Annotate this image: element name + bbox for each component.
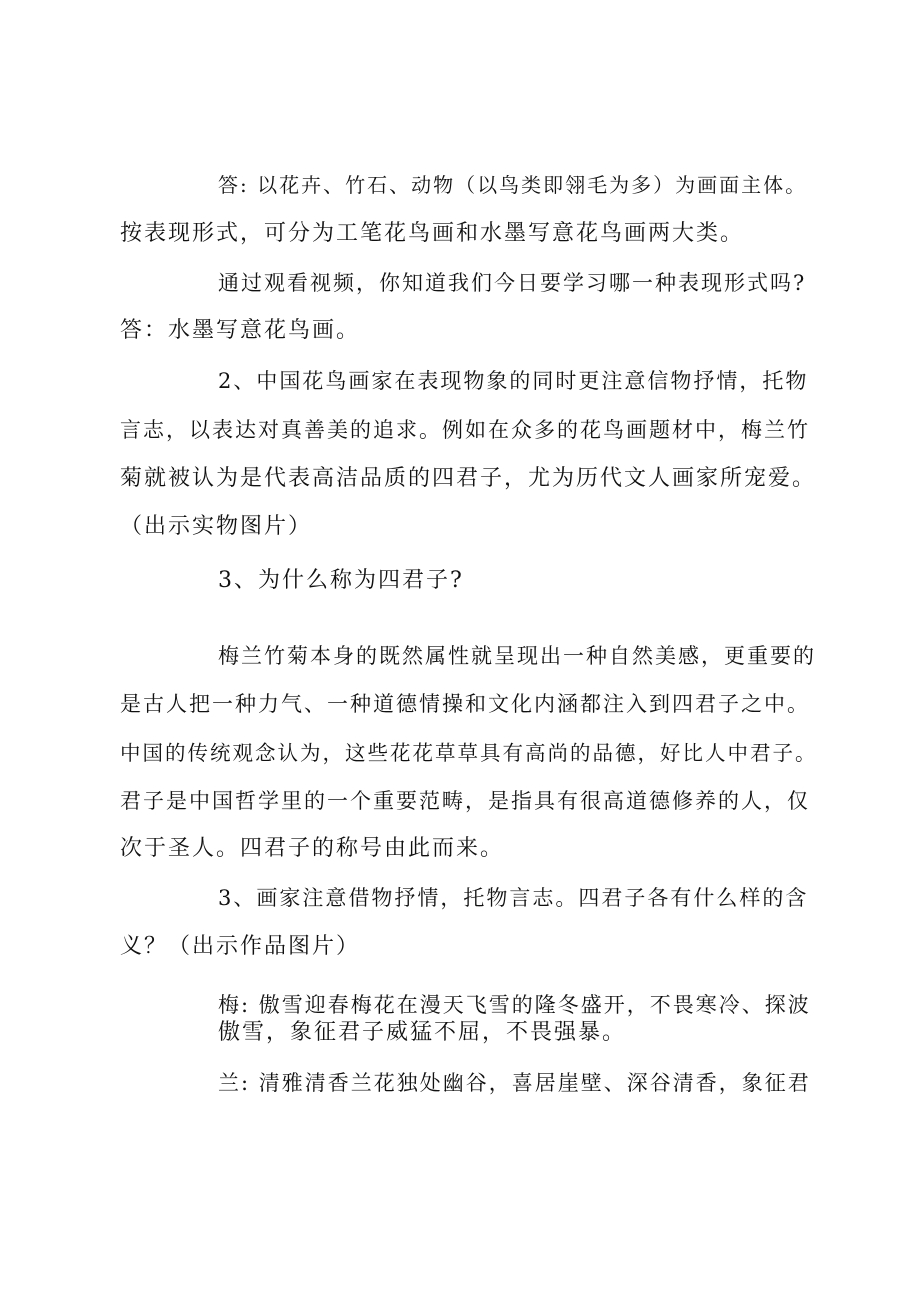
text-line: 言志，以表达对真善美的追求。例如在众多的花鸟画题材中，梅兰竹 <box>120 418 810 442</box>
text-line: 次于圣人。四君子的称号由此而来。 <box>120 836 505 861</box>
text-line: 2、中国花鸟画家在表现物象的同时更注意信物抒情，托物 <box>218 369 809 393</box>
text-line: 菊就被认为是代表高洁品质的四君子，尤为历代文人画家所宠爱。 <box>120 466 817 491</box>
text-line: 梅: 傲雪迎春梅花在漫天飞雪的隆冬盛开，不畏寒冷、探波 <box>218 993 811 1017</box>
text-line: 答: 以花卉、竹石、动物（以鸟类即翎毛为多）为画面主体。 <box>218 173 808 197</box>
text-line: 3、画家注意借物抒情，托物言志。四君子各有什么样的含 <box>218 886 809 910</box>
text-line: 义？（出示作品图片） <box>120 934 361 959</box>
text-line: 通过观看视频，你知道我们今日要学习哪一种表现形式吗? <box>218 271 807 295</box>
text-line: 兰: 清雅清香兰花独处幽谷，喜居崖壁、深谷清香，象征君 <box>218 1071 811 1095</box>
text-line: 中国的传统观念认为，这些花花草草具有高尚的品德，好比人中君子。 <box>120 741 818 765</box>
text-line: 是古人把一种力气、一种道德情操和文化内涵都注入到四君子之中。 <box>120 692 810 716</box>
text-line: 按表现形式，可分为工笔花鸟画和水墨写意花鸟画两大类。 <box>120 221 745 246</box>
text-line: 答：水墨写意花鸟画。 <box>120 318 361 343</box>
text-line: 3、为什么称为四君子? <box>218 568 464 593</box>
text-line: 梅兰竹菊本身的既然属性就呈现出一种自然美感，更重要的 <box>218 644 816 668</box>
text-line: 傲雪，象征君子威猛不屈，不畏强暴。 <box>218 1020 627 1045</box>
text-line: （出示实物图片） <box>120 514 313 539</box>
text-line: 君子是中国哲学里的一个重要范畴，是指具有很高道德修养的人，仅 <box>120 789 810 813</box>
